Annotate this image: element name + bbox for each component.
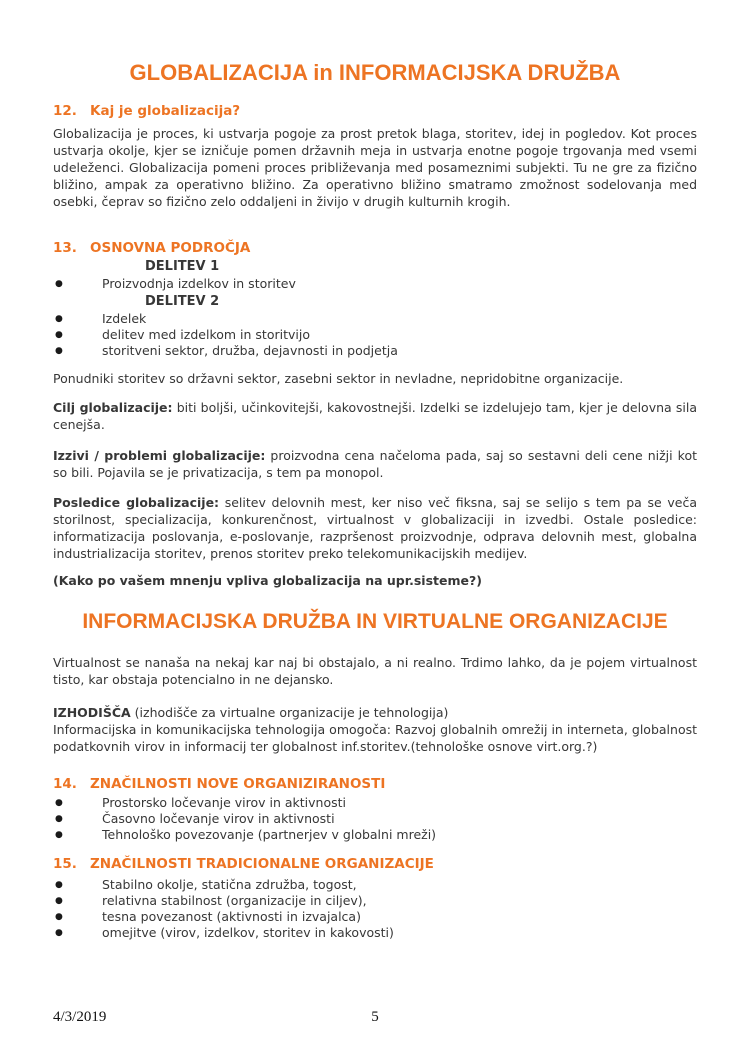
izhodisca-label: IZHODIŠČA (53, 705, 131, 720)
section-13-number: 13. (53, 240, 77, 256)
posledice-label: Posledice globalizacije: (53, 495, 220, 510)
bullet-icon: ● (55, 830, 63, 840)
section-12-paragraph: Globalizacija je proces, ki ustvarja pogoje za prost pretok blaga, storitev, idej in pogledov. Kot proces ustvarja okolje, kjer se izničuje pomen državnih meja in ustvarja enotne pogoje trgovanja med vsemi udeleženci. Globalizacija pomeni proces približevanja med posameznimi subjekti. Tu ne gre za fizično bližino, ampak za operativno bližino. Za operativno bližino smatramo zmožnost sodelovanja med osebki, čeprav so fizično zelo oddaljeni in živijo v drugih kulturnih krogih. (53, 126, 697, 209)
list-item (53, 311, 697, 327)
section-15-title: ZNAČILNOSTI TRADICIONALNE ORGANIZACIJE (90, 856, 434, 872)
section-12-heading (53, 103, 697, 120)
posledice-text: selitev delovnih mest, ker niso več fiksna, saj se selijo s tem pa se veča storilnost, specializacija, konkurenčnost, virtualnost v globalizaciji in izvedbi. Ostale posledice: informatizacija poslovanja, e-poslovanje, razpršenost proizvodnje, odprava delovnih mest, globalna industrializacija storitev, prenos storitev preko telekomunikacijskih medijev. (53, 495, 697, 561)
bullet-icon: ● (55, 314, 63, 324)
bullet-icon: ● (55, 912, 63, 922)
footer-page-number: 5 (371, 1009, 379, 1025)
cilj-text: biti boljši, učinkovitejši, kakovostnejši. Izdelki se izdelujejo tam, kjer je delovna sila cenejša. (53, 400, 697, 432)
bullet-icon: ● (55, 279, 63, 289)
bullet-icon: ● (55, 798, 63, 808)
list-item-text: Proizvodnja izdelkov in storitev (102, 276, 296, 291)
list-item (53, 811, 697, 827)
list-item (53, 327, 697, 343)
izzivi-paragraph (53, 447, 697, 481)
virtualnost-paragraph: Virtualnost se nanaša na nekaj kar naj bi obstajalo, a ni realno. Trdimo lahko, da je pojem virtualnost tisto, kar obstaja potencialno in ne dejansko. (53, 655, 697, 687)
list-item-text: tesna povezanost (aktivnosti in izvajalca) (102, 909, 361, 924)
list-item-text: Izdelek (102, 311, 147, 326)
section-13-heading (53, 240, 697, 257)
section-14-number: 14. (53, 776, 77, 792)
section-13-title: OSNOVNA PODROČJA (90, 240, 251, 256)
section-15-number: 15. (53, 856, 77, 872)
list-item (53, 795, 697, 811)
list-item (53, 893, 697, 909)
list-item-text: delitev med izdelkom in storitvijo (102, 327, 310, 342)
cilj-paragraph (53, 399, 697, 433)
list-item (53, 827, 697, 843)
list-item-text: Časovno ločevanje virov in aktivnosti (102, 811, 335, 826)
bullet-icon: ● (55, 928, 63, 938)
list-item-text: Prostorsko ločevanje virov in aktivnosti (102, 795, 347, 810)
bullet-icon: ● (55, 346, 63, 356)
bullet-icon: ● (55, 880, 63, 890)
main-title: GLOBALIZACIJA in INFORMACIJSKA DRUŽBA (129, 60, 621, 85)
list-item-text: storitveni sektor, družba, dejavnosti in podjetja (102, 343, 398, 358)
list-item (53, 276, 697, 292)
list-item-text: relativna stabilnost (organizacije in ciljev), (102, 893, 367, 908)
list-item-text: omejitve (virov, izdelkov, storitev in kakovosti) (102, 925, 394, 940)
izzivi-label: Izzivi / problemi globalizacije: (53, 448, 266, 463)
section-12-title: Kaj je globalizacija? (90, 103, 241, 119)
bullet-icon: ● (55, 330, 63, 340)
page-footer (0, 1008, 750, 1026)
izzivi-text: proizvodna cena načeloma pada, saj so sestavni deli cene nižji kot so bili. Pojavila se je privatizacija, s tem pa monopol. (53, 448, 698, 480)
izhodisca-text: (izhodišče za virtualne organizacije je tehnologija) (130, 705, 449, 720)
tech-paragraph: Informacijska in komunikacijska tehnologija omogoča: Razvoj globalnih omrežij in interneta, globalnost podatkovnih virov in informacij ter globalnost inf.storitev.(tehnološke osnove virt.org.?) (53, 722, 697, 754)
section-15-heading (53, 856, 697, 873)
footer-date: 4/3/2019 (53, 1009, 107, 1025)
list-item-text: Tehnološko povezovanje (partnerjev v globalni mreži) (102, 827, 437, 842)
bullet-icon: ● (55, 896, 63, 906)
delitev-2-label: DELITEV 2 (145, 294, 220, 309)
delitev-1-label: DELITEV 1 (145, 259, 220, 274)
list-item-text: Stabilno okolje, statična združba, togost, (102, 877, 357, 892)
list-item (53, 343, 697, 359)
section-12-number: 12. (53, 103, 77, 119)
section-14-title: ZNAČILNOSTI NOVE ORGANIZIRANOSTI (90, 776, 386, 792)
list-item (53, 909, 697, 925)
posledice-paragraph (53, 494, 697, 562)
cilj-label: Cilj globalizacije: (53, 400, 173, 415)
list-item (53, 925, 697, 941)
list-item (53, 877, 697, 893)
bullet-icon: ● (55, 814, 63, 824)
izhodisca-line (53, 704, 697, 721)
second-title: INFORMACIJSKA DRUŽBA IN VIRTUALNE ORGANIZACIJE (82, 610, 668, 633)
question-line: (Kako po vašem mnenju vpliva globalizacija na upr.sisteme?) (53, 573, 482, 588)
providers-paragraph: Ponudniki storitev so državni sektor, zasebni sektor in nevladne, nepridobitne organizacije. (53, 371, 624, 386)
section-14-heading (53, 776, 697, 793)
